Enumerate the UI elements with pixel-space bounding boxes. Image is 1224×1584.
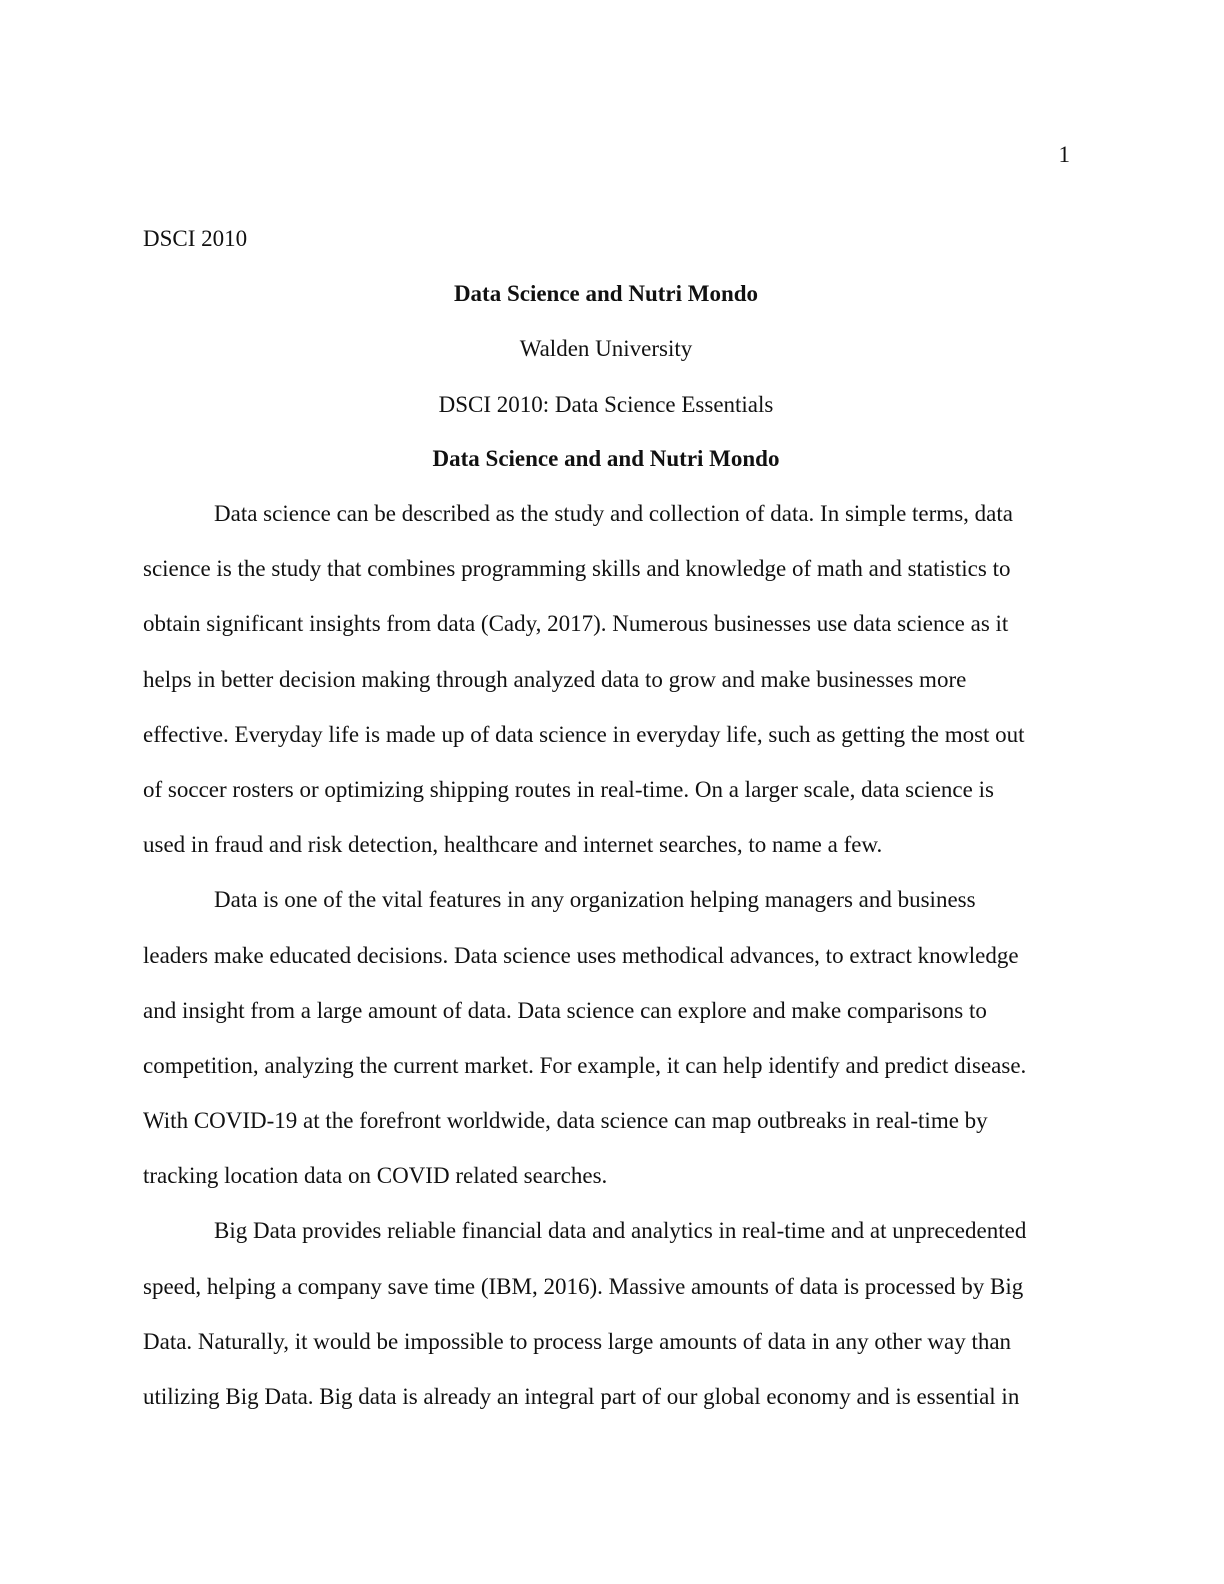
paragraph-2-line-4: competition, analyzing the current market. For example, it can help identify and predict disease. — [143, 1052, 1027, 1078]
running-header: DSCI 2010 — [143, 226, 248, 251]
body-text — [143, 499, 1078, 1437]
page-number: 1 — [1058, 142, 1070, 167]
paragraph-3-line-2: speed, helping a company save time (IBM, 2016). Massive amounts of data is processed by Big — [143, 1273, 1024, 1299]
paragraph-2-line-2: leaders make educated decisions. Data science uses methodical advances, to extract knowledge — [143, 942, 1019, 968]
paragraph-1-line-4: helps in better decision making through analyzed data to grow and make businesses more — [143, 666, 967, 692]
institution-name: Walden University — [519, 336, 693, 362]
paragraph-2-line-5: With COVID-19 at the forefront worldwide, data science can map outbreaks in real-time by — [143, 1108, 988, 1134]
paragraph-1-line-5: effective. Everyday life is made up of data science in everyday life, such as getting the most out — [143, 721, 1025, 747]
paragraph-3-line-4: utilizing Big Data. Big data is already an integral part of our global economy and is essential in — [143, 1384, 1020, 1409]
title-block — [143, 279, 1069, 445]
course-name: DSCI 2010: Data Science Essentials — [438, 391, 774, 417]
section-title: Data Science and and Nutri Mondo — [432, 446, 780, 471]
paragraph-3-line-1: Big Data provides reliable financial data and analytics in real-time and at unprecedented — [214, 1218, 1027, 1244]
paragraph-1-line-3: obtain significant insights from data (Cady, 2017). Numerous businesses use data science as it — [143, 611, 1009, 637]
paragraph-2-line-6: tracking location data on COVID related searches. — [143, 1163, 608, 1189]
paragraph-1-line-7: used in fraud and risk detection, healthcare and internet searches, to name a few. — [143, 832, 883, 858]
paragraph-1-line-2: science is the study that combines programming skills and knowledge of math and statistics to — [143, 556, 1011, 582]
paragraph-2-line-3: and insight from a large amount of data. Data science can explore and make comparisons to — [143, 997, 987, 1023]
paragraph-1-line-6: of soccer rosters or optimizing shipping routes in real-time. On a larger scale, data science is — [143, 776, 994, 802]
paragraph-2-line-1: Data is one of the vital features in any organization helping managers and business — [214, 887, 976, 913]
paragraph-1-line-1: Data science can be described as the study and collection of data. In simple terms, data — [214, 501, 1013, 526]
paper-title: Data Science and Nutri Mondo — [453, 281, 759, 306]
paragraph-3-line-3: Data. Naturally, it would be impossible to process large amounts of data in any other way than — [143, 1328, 1012, 1354]
